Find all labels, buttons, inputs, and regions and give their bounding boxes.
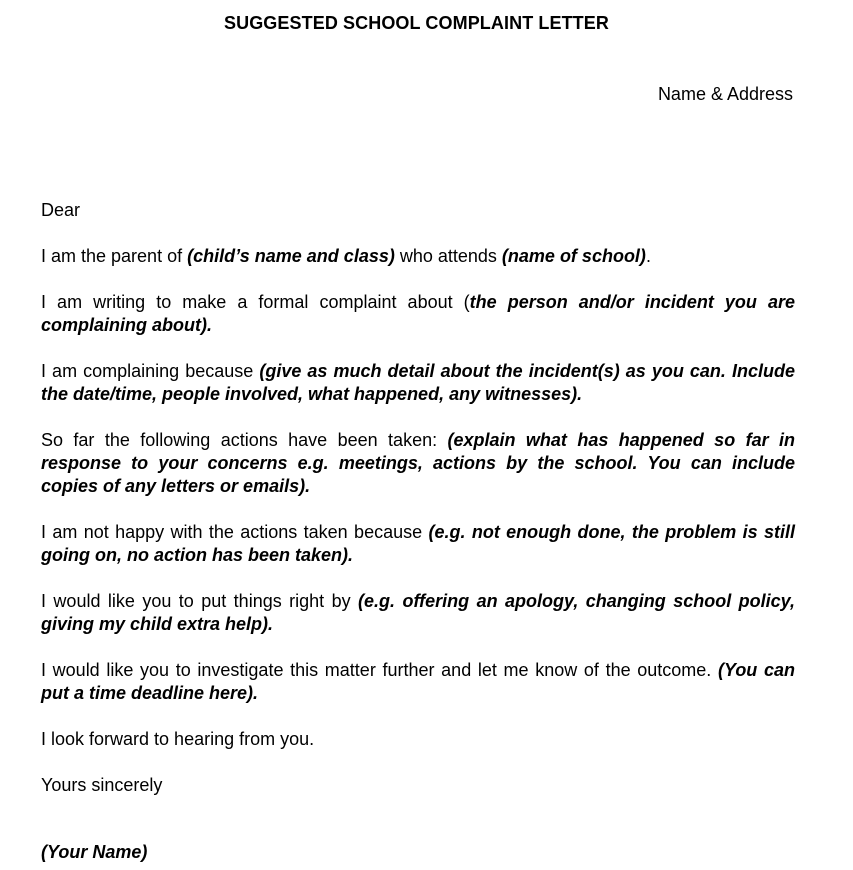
paragraph-actions-taken [41,429,795,498]
placeholder-incident-details: (give as much detail about the incident(s) as you can. Include the date/time, people involved, what happened, any witnesses). [41,361,795,404]
placeholder-school-name: (name of school) [501,246,646,266]
paragraph-parent-of [41,245,795,268]
letter-body [41,199,795,797]
paragraph-put-things-right [41,590,795,636]
closing-line: I look forward to hearing from you. [41,729,315,749]
paragraph-text: . [645,246,651,266]
paragraph-text: I am writing to make a formal complaint about ( [41,292,470,312]
sender-name-address: Name & Address [657,84,793,104]
paragraph-text: I am complaining because [41,361,260,381]
signature-placeholder: (Your Name) [41,842,148,862]
paragraph-text: So far the following actions have been taken: [41,430,448,450]
paragraph-not-happy [41,521,795,567]
placeholder-child-name: (child’s name and class) [187,246,395,266]
placeholder-dissatisfaction-reason: (e.g. not enough done, the problem is still going on, no action has been taken). [41,522,795,565]
placeholder-complaint-subject: the person and/or incident you are complaining about). [41,292,795,335]
placeholder-deadline: (You can put a time deadline here). [41,660,795,703]
paragraph-complaining-because [41,360,795,406]
paragraph-text: I would like you to investigate this matter further and let me know of the outcome. [41,660,718,680]
paragraph-text: who attends [394,246,502,266]
placeholder-remedy: (e.g. offering an apology, changing school policy, giving my child extra help). [41,591,795,634]
paragraph-text: I am the parent of [41,246,188,266]
paragraph-formal-complaint [41,291,795,337]
paragraph-text: I am not happy with the actions taken because [41,522,429,542]
salutation: Dear [41,200,81,220]
letter-title: SUGGESTED SCHOOL COMPLAINT LETTER [224,13,609,33]
placeholder-actions-details: (explain what has happened so far in response to your concerns e.g. meetings, actions by the school. You can include copies of any letters or emails). [41,430,796,496]
paragraph-text: I would like you to put things right by [41,591,359,611]
sign-off: Yours sincerely [41,775,163,795]
paragraph-investigate [41,659,795,705]
